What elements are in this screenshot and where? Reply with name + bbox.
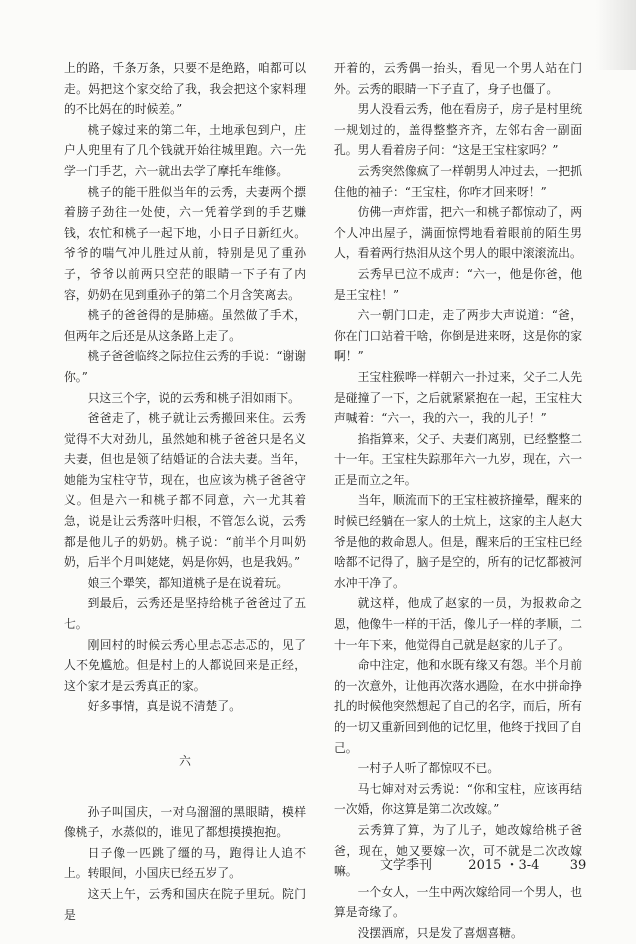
- paragraph: 只这三个字，说的云秀和桃子泪如雨下。: [87, 390, 300, 405]
- paragraph: 好多事情，真是说不清楚了。: [87, 699, 241, 714]
- paragraph: 就这样，他成了赵家的一员，为报救命之恩，他像牛一样的干活，像儿子一样的孝顺，二十一年下来，他觉得自己就是赵家的儿子了。: [334, 596, 582, 652]
- page-fold-shadow: [596, 0, 636, 70]
- paragraph: 爸爸走了，桃子就让云秀搬回来住。云秀觉得不大对劲儿，虽然她和桃子爸爸只是名义夫妻，但也是领了结婚证的合法夫妻。当年，她能为宝柱守节，现在，也应该为桃子爸爸守义。但是六一和桃子都不同意，六一尤其着急，说是让云秀落叶归根，不管怎么说，云秀都是他儿子的奶奶。桃子说：“前半个月叫奶奶，后半个月叫姥姥，妈是你妈，也是我妈。”: [64, 411, 306, 570]
- paragraph: 云秀早已泣不成声：“六一，他是你爸，他是王宝柱！”: [334, 266, 582, 302]
- issue-label: 2015 ・3-4: [468, 858, 540, 873]
- paragraph: 男人没看云秀，他在看房子，房子是村里统一规划过的，盖得整整齐齐，左邻右舍一副面孔。男人看着房子问：“这是王宝柱家吗？”: [334, 102, 582, 158]
- paragraph: 日子像一匹跳了缰的马，跑得让人追不上。转眼间，小国庆已经五岁了。: [64, 845, 306, 881]
- paragraph: 马七婶对对云秀说：“你和宝柱，应该再结一次婚，你这算是第二次改嫁。”: [334, 781, 582, 817]
- page-footer: [380, 854, 600, 873]
- page-number: 39: [569, 858, 587, 873]
- paragraph: 孙子叫国庆，一对乌溜溜的黑眼睛，模样像桃子，水蒸似的，谁见了都想摸摸抱抱。: [64, 804, 306, 840]
- right-text-column: [334, 58, 582, 944]
- paragraph: 上的路，千条万条，只要不是绝路，咱都可以走。妈把这个家交给了我，我会把这个家料理的不比妈在的时候差。”: [64, 61, 306, 117]
- left-text-column: [64, 58, 306, 925]
- paragraph: 一村子人听了都惊叹不已。: [357, 761, 500, 776]
- paragraph: 这天上午，云秀和国庆在院子里玩。院门是: [64, 886, 306, 922]
- paragraph: 仿佛一声炸雷，把六一和桃子都惊动了，两个人冲出屋子，满面惊愕地看着眼前的陌生男人，看着两行热泪从这个男人的眼中滚滚流出。: [334, 205, 582, 261]
- journal-name: 文学季刊: [380, 858, 433, 873]
- paragraph: 掐指算来，父子、夫妻们离别，已经整整二十一年。王宝柱失踪那年六一九岁，现在，六一正是而立之年。: [334, 431, 582, 487]
- paragraph: 六一朝门口走，走了两步大声说道：“爸，你在门口站着干啥，你倒是进来呀，这是你的家啊！”: [334, 308, 582, 364]
- paragraph: 开着的，云秀偶一抬头，看见一个男人站在门外。云秀的眼睛一下子直了，身子也僵了。: [334, 61, 582, 96]
- paragraph: 到最后，云秀还是坚持给桃子爸爸过了五七。: [64, 596, 306, 632]
- paragraph: 桃子爸爸临终之际拉住云秀的手说：“谢谢你。”: [64, 349, 306, 384]
- paragraph: 没摆酒席，只是发了喜烟喜糖。: [357, 925, 523, 940]
- paragraph: 王宝柱猴哗一样朝六一扑过来，父子二人先是碰撞了一下，之后就紧紧抱在一起，王宝柱大声喊着：“六一，我的六一，我的儿子！”: [334, 369, 582, 426]
- section-heading: 六: [179, 754, 191, 768]
- paragraph: 一个女人，一生中两次嫁给同一个男人，也算是奇缘了。: [334, 884, 582, 920]
- paragraph: 桃子的爸爸得的是肺癌。虽然做了手术，但两年之后还是从这条路上走了。: [64, 308, 306, 343]
- paragraph: 云秀突然像疯了一样朝男人冲过去，一把抓住他的袖子：“王宝柱，你咋才回来呀！”: [334, 163, 582, 199]
- paragraph: 当年，顺流而下的王宝柱被挤撞晕，醒来的时候已经躺在一家人的土炕上，这家的主人赵大爷是他的救命恩人。但是，醒来后的王宝柱已经啥都不记得了，脑子是空的，所有的记忆都被河水冲干净了。: [334, 493, 582, 590]
- paragraph: 娘三个犟笑，都知道桃子是在说着玩。: [87, 575, 289, 590]
- paragraph: 云秀算了算，为了儿子，她改嫁给桃子爸爸，现在，她又要嫁一次，可不就是二次改嫁嘛。: [334, 822, 582, 879]
- paragraph: 桃子的能干胜似当年的云秀，夫妻两个摽着膀子劲往一处使，六一凭着学到的手艺赚钱，农忙和桃子一起下地，小日子日新红火。爷爷的喘气冲儿胜过从前，特别是见了重孙子，爷爷以前两只空茫的眼睛一下子有了内容，奶奶在见到重孙子的第二个月含笑离去。: [64, 184, 306, 302]
- paragraph: 命中注定，他和水既有缘又有怨。半个月前的一次意外，让他再次落水遇险，在水中拼命挣扎的时候他突然想起了自己的名字，而后，所有的一切又重新回到他的记忆里，他终于找回了自己。: [334, 658, 582, 755]
- paragraph: 桃子嫁过来的第二年，土地承包到户，庄户人兜里有了几个钱就开始往城里跑。六一先学一门手艺，六一就出去学了摩托车维修。: [64, 122, 306, 178]
- paragraph: 刚回村的时候云秀心里忐忑忐忑的，见了人不免尴尬。但是村上的人都说回来是正经，这个家才是云秀真正的家。: [64, 637, 306, 693]
